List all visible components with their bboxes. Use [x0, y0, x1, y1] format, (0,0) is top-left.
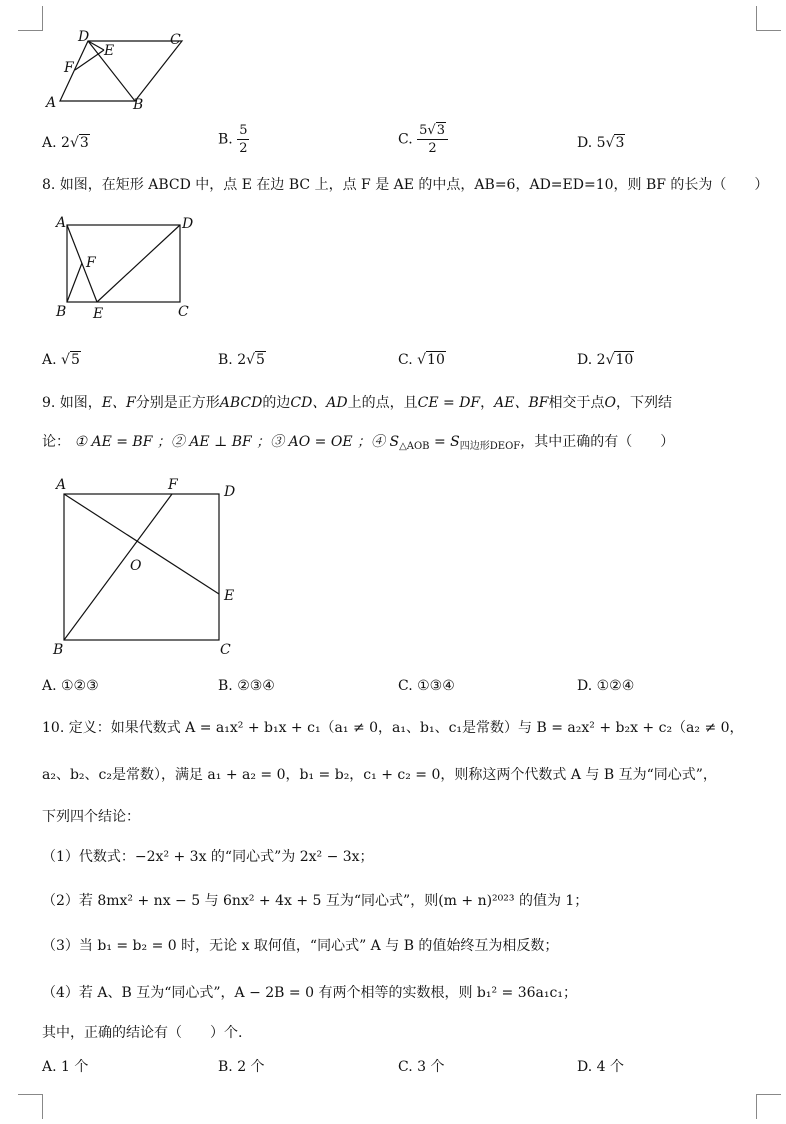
q9-option-c[interactable]: C. ①③④ — [398, 678, 455, 694]
q8-option-c[interactable]: C. √10 — [398, 352, 445, 368]
fig9-label-a: A — [56, 477, 67, 493]
q10-option-b[interactable]: B. 2 个 — [218, 1059, 265, 1075]
q8-option-d[interactable]: D. 2√10 — [577, 352, 634, 368]
q10-definition-line1: 10. 定义：如果代数式 A = a₁x² + b₁x + c₁（a₁ ≠ 0，a₁、b₁、c₁是常数）与 B = a₂x² + b₂x + c₂（a₂ ≠ 0， — [42, 720, 744, 736]
q10-question: 其中，正确的结论有（ ）个. — [42, 1025, 243, 1041]
q9-option-a[interactable]: A. ①②③ — [42, 678, 99, 694]
q9-conclusion-3: ；③ AO = OE — [256, 434, 353, 450]
q10-statement-3: （3）当 b₁ = b₂ = 0 时，无论 x 取何值，“同心式” A 与 B 的值始终互为相反数； — [42, 938, 559, 954]
q10-statement-2: （2）若 8mx² + nx − 5 与 6nx² + 4x + 5 互为“同心式”，则(m + n)²⁰²³ 的值为 1； — [42, 893, 589, 909]
fig9-label-c: C — [220, 642, 231, 658]
fig8-label-b: B — [56, 304, 67, 320]
fig7-label-c: C — [170, 32, 181, 48]
corner-mark-bottom-left — [18, 1094, 43, 1119]
fig8-label-e: E — [93, 306, 104, 322]
q9-option-d[interactable]: D. ①②④ — [577, 678, 635, 694]
q10-option-d[interactable]: D. 4 个 — [577, 1059, 624, 1075]
q10-definition-line2: a₂、b₂、c₂是常数），满足 a₁ + a₂ = 0，b₁ = b₂，c₁ + c₂ = 0，则称这两个代数式 A 与 B 互为“同心式”， — [42, 767, 717, 783]
q9-question-line2: 论： ① AE = BF ；② AE ⊥ BF ；③ AO = OE ；④ $S_{\triangle AOB} = S_{四边形DEOF}$，其中正确的有（ ） — [42, 434, 675, 452]
figure-q7-parallelogram — [40, 28, 200, 118]
corner-mark-top-right — [756, 6, 781, 31]
fig9-label-o: O — [130, 558, 142, 574]
q7-option-b[interactable]: B. $\frac{5}{2}$ — [218, 123, 248, 156]
fig8-label-c: C — [178, 304, 189, 320]
q9-conclusion-1: ① AE = BF — [74, 434, 153, 450]
fig8-label-d: D — [182, 216, 194, 232]
q8-option-b[interactable]: B. 2√5 — [218, 352, 265, 368]
fig9-label-f: F — [168, 477, 178, 493]
fig9-label-e: E — [224, 588, 235, 604]
figure-q9-square — [48, 474, 248, 660]
fig8-label-a: A — [56, 215, 67, 231]
corner-mark-bottom-right — [756, 1094, 781, 1119]
q9-conclusion-4: ；④ $S_{\triangle AOB} = S_{四边形DEOF}$ — [357, 434, 521, 452]
q9-question-line1: 9. 如图，E、F分别是正方形ABCD的边CD、AD上的点，且CE = DF，AE、BF相交于点O，下列结 — [42, 395, 672, 411]
q7-option-d[interactable]: D. 5√3 — [577, 135, 625, 151]
q9-option-b[interactable]: B. ②③④ — [218, 678, 275, 694]
q8-option-a[interactable]: A. √5 — [42, 352, 80, 368]
q10-statement-4: （4）若 A、B 互为“同心式”，A − 2B = 0 有两个相等的实数根，则 b₁² = 36a₁c₁； — [42, 985, 577, 1001]
q9-conclusion-2: ；② AE ⊥ BF — [156, 434, 252, 450]
fig9-label-d: D — [224, 484, 236, 500]
q10-option-c[interactable]: C. 3 个 — [398, 1059, 445, 1075]
q8-question: 8. 如图，在矩形 ABCD 中，点 E 在边 BC 上，点 F 是 AE 的中点，AB=6，AD=ED=10，则 BF 的长为（ ） — [42, 177, 769, 193]
q10-statement-1: （1）代数式：−2x² + 3x 的“同心式”为 2x² − 3x； — [42, 849, 374, 865]
fig7-label-e: E — [104, 43, 115, 59]
q10-option-a[interactable]: A. 1 个 — [42, 1059, 89, 1075]
fig7-label-a: A — [46, 95, 57, 111]
q10-definition-line3: 下列四个结论： — [42, 809, 140, 825]
figure-q8-rectangle — [50, 215, 210, 325]
fig9-label-b: B — [53, 642, 64, 658]
fig7-label-d: D — [78, 29, 90, 45]
fig8-label-f: F — [86, 255, 96, 271]
q7-option-a[interactable]: A. 2√3 — [42, 135, 89, 151]
fig7-label-f: F — [64, 60, 74, 76]
fig7-label-b: B — [133, 97, 144, 113]
q7-option-c[interactable]: C. $\frac{5√3}{2}$ — [398, 124, 448, 155]
